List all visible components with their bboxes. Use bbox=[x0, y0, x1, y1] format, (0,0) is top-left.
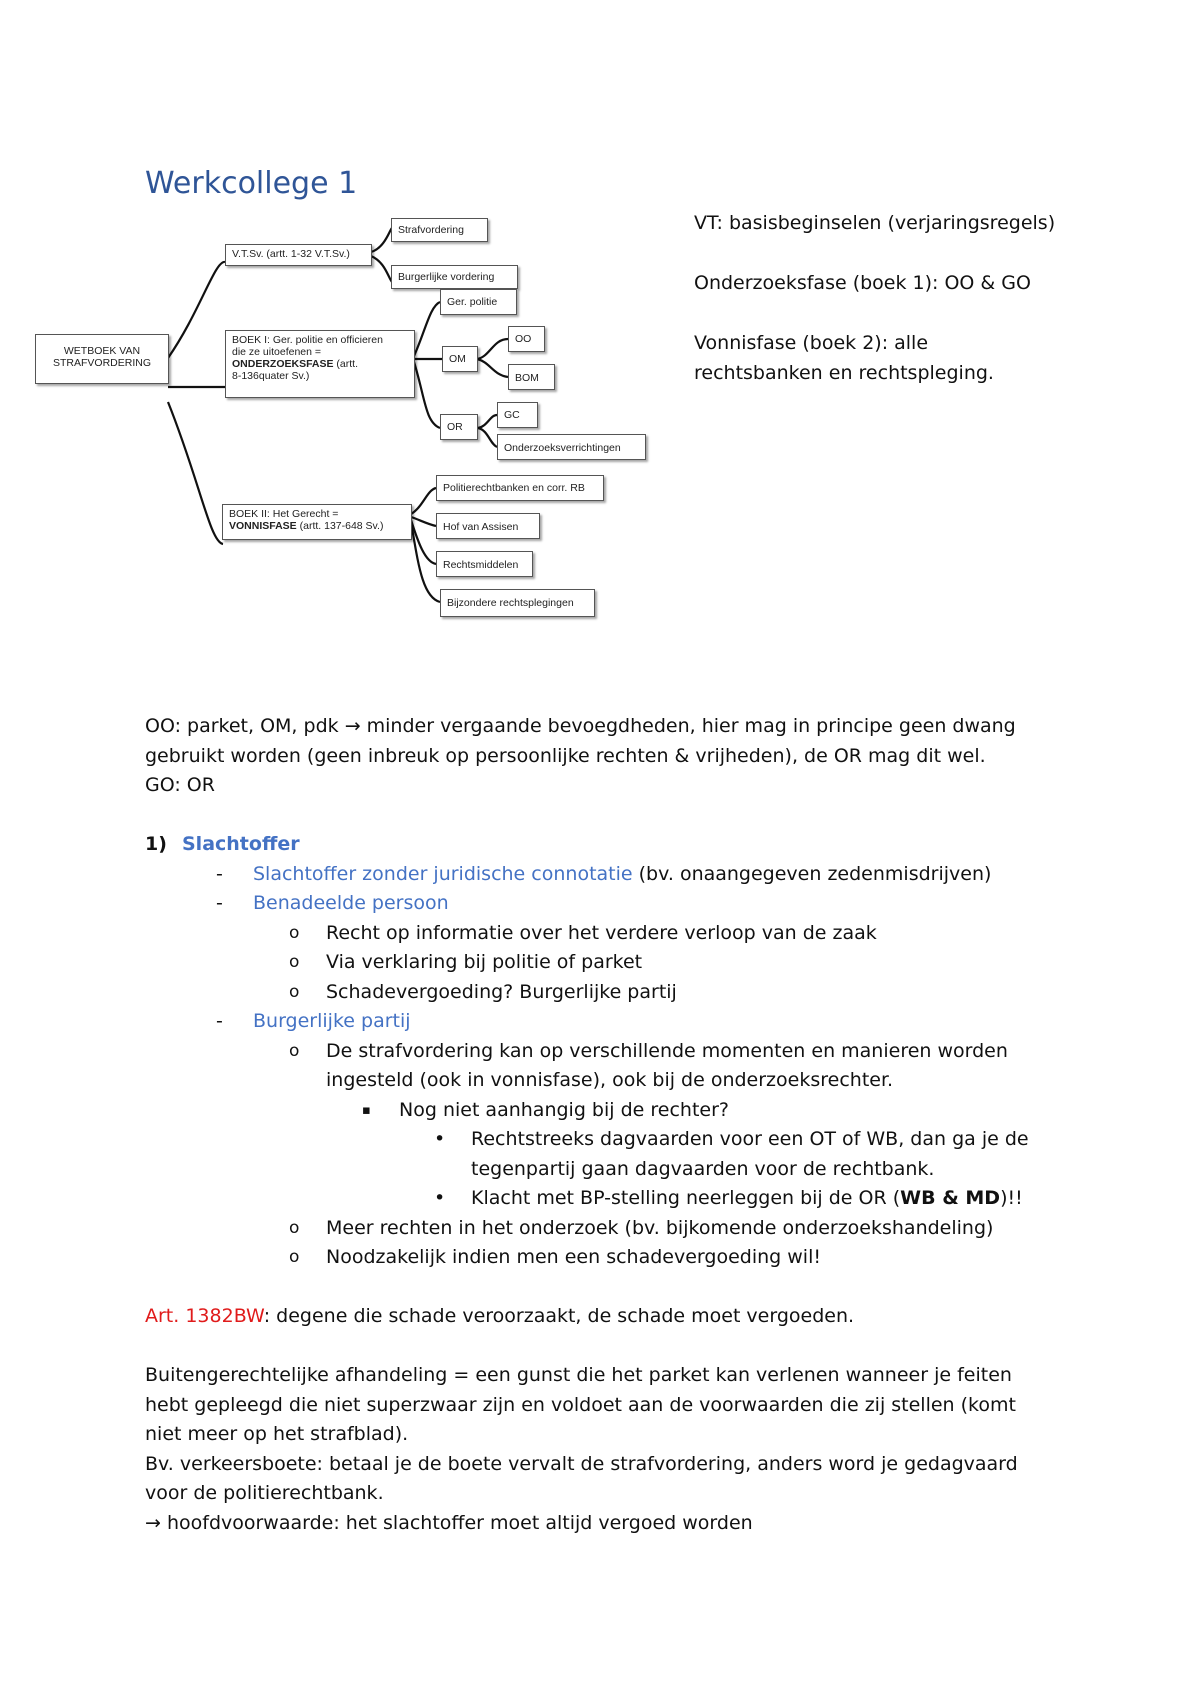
node-boek2: BOEK II: Het Gerecht = VONNISFASE (artt. 137-648 Sv.) bbox=[222, 504, 412, 540]
oo-line-2: gebruikt worden (geen inbreuk op persoonlijke rechten & vrijheden), de OR mag dit wel. bbox=[145, 744, 986, 767]
connector-root-vt bbox=[168, 262, 225, 358]
node-bijzondere-rechtsplegingen: Bijzondere rechtsplegingen bbox=[440, 589, 595, 617]
connector-boek2-politierb bbox=[411, 488, 436, 514]
circle-bullet: o bbox=[289, 1040, 300, 1061]
list-item: o Recht op informatie over het verdere verloop van de zaak bbox=[145, 919, 1085, 949]
note-onderzoeksfase: Onderzoeksfase (boek 1): OO & GO bbox=[694, 272, 1031, 294]
conclusion-line: → hoofdvoorwaarde: het slachtoffer moet altijd vergoed worden bbox=[145, 1511, 753, 1534]
round-bullet: • bbox=[434, 1128, 446, 1150]
round-bullet: • bbox=[434, 1187, 446, 1209]
connector-boek1-or bbox=[414, 362, 440, 428]
list-item: o Via verklaring bij politie of parket bbox=[145, 948, 1085, 978]
node-om: OM bbox=[442, 346, 478, 372]
mindmap-diagram bbox=[30, 222, 670, 672]
go-line: GO: OR bbox=[145, 774, 215, 796]
node-root bbox=[35, 334, 169, 384]
node-burgerlijke-vordering: Burgerlijke vordering bbox=[391, 265, 518, 289]
section-title: Slachtoffer bbox=[182, 833, 300, 855]
connector-vt-strafvordering bbox=[371, 228, 392, 252]
connector-om-bom bbox=[477, 359, 508, 377]
circle-bullet: o bbox=[289, 981, 300, 1002]
oo-line-1: OO: parket, OM, pdk → minder vergaande bevoegdheden, hier mag in principe geen dwang bbox=[145, 715, 1016, 737]
list-item: - Benadeelde persoon bbox=[145, 889, 1085, 919]
dash-bullet: - bbox=[216, 1010, 223, 1032]
arrow-icon: → bbox=[145, 1511, 161, 1534]
square-bullet: ▪ bbox=[362, 1102, 371, 1118]
paragraph-line: voor de politierechtbank. bbox=[145, 1482, 384, 1504]
paragraph-line: hebt gepleegd die niet superzwaar zijn en voldoet aan de voorwaarden die zij stellen (komt bbox=[145, 1393, 1016, 1416]
node-rechtsmiddelen: Rechtsmiddelen bbox=[436, 551, 533, 577]
connector-boek2-hof bbox=[411, 517, 436, 526]
node-onderzoeksverrichtingen: Onderzoeksverrichtingen bbox=[497, 434, 646, 460]
list-item: - Slachtoffer zonder juridische connotatie (bv. onaangegeven zedenmisdrijven) bbox=[145, 860, 1085, 890]
circle-bullet: o bbox=[289, 1217, 300, 1238]
node-hof-van-assisen: Hof van Assisen bbox=[436, 513, 540, 539]
connector-vt-burgerlijk bbox=[371, 256, 392, 282]
node-vt: V.T.Sv. (artt. 1-32 V.T.Sv.) bbox=[225, 244, 372, 266]
list-item: o Noodzakelijk indien men een schadevergoeding wil! bbox=[145, 1243, 1085, 1273]
node-bom: BOM bbox=[508, 364, 555, 390]
list-item: o De strafvordering kan op verschillende momenten en manieren worden ingesteld (ook in vonnisfase), ook bij de onderzoeksrechter. bbox=[145, 1037, 1085, 1096]
node-oo: OO bbox=[508, 326, 545, 352]
connector-om-oo bbox=[477, 339, 508, 359]
connector-root-boek2 bbox=[168, 402, 223, 544]
side-notes bbox=[694, 208, 1114, 418]
node-root-line1: WETBOEK VAN bbox=[63, 345, 141, 357]
paragraph-line: Buitengerechtelijke afhandeling = een gunst die het parket kan verlenen wanneer je feiten bbox=[145, 1364, 1012, 1386]
section-heading: 1) Slachtoffer bbox=[145, 830, 1085, 860]
list-item: • Klacht met BP-stelling neerleggen bij de OR (WB & MD)!! bbox=[145, 1184, 1085, 1214]
circle-bullet: o bbox=[289, 1247, 300, 1267]
node-root-line2: STRAFVORDERING bbox=[52, 357, 151, 369]
node-politierechtbanken: Politierechtbanken en corr. RB bbox=[436, 475, 604, 501]
page-title: Werkcollege 1 bbox=[145, 166, 358, 201]
article-line: Art. 1382BW: degene die schade veroorzaakt, de schade moet vergoeden. bbox=[145, 1305, 855, 1327]
list-item: o Meer rechten in het onderzoek (bv. bijkomende onderzoekshandeling) bbox=[145, 1214, 1085, 1244]
dash-bullet: - bbox=[216, 892, 223, 914]
node-strafvordering: Strafvordering bbox=[391, 218, 488, 242]
list-item: - Burgerlijke partij bbox=[145, 1007, 1085, 1037]
arrow-icon: → bbox=[344, 715, 361, 737]
list-item: • Rechtstreeks dagvaarden voor een OT of WB, dan ga je de tegenpartij gaan dagvaarden voor de rechtbank. bbox=[145, 1125, 1085, 1184]
dash-bullet: - bbox=[216, 862, 223, 885]
note-vonnisfase: Vonnisfase (boek 2): alle rechtsbanken en rechtspleging. bbox=[694, 332, 994, 384]
list-item: ▪ Nog niet aanhangig bij de rechter? bbox=[145, 1096, 1085, 1126]
node-or: OR bbox=[440, 414, 478, 440]
node-ger-politie: Ger. politie bbox=[440, 289, 517, 315]
node-gc: GC bbox=[497, 402, 538, 428]
connector-or-gc bbox=[478, 415, 497, 428]
circle-bullet: o bbox=[289, 952, 300, 972]
note-vt: VT: basisbeginselen (verjaringsregels) bbox=[694, 212, 1056, 234]
list-item: o Schadevergoeding? Burgerlijke partij bbox=[145, 978, 1085, 1008]
body-text bbox=[145, 712, 1085, 1538]
connector-or-onderzoek bbox=[478, 428, 497, 447]
paragraph-line: Bv. verkeersboete: betaal je de boete vervalt de strafvordering, anders word je gedagvaard bbox=[145, 1452, 1018, 1475]
paragraph-line: niet meer op het strafblad). bbox=[145, 1423, 409, 1445]
circle-bullet: o bbox=[289, 922, 300, 943]
node-boek1: BOEK I: Ger. politie en officieren die ze uitoefenen = ONDERZOEKSFASE (artt. 8-136quater Sv.) bbox=[225, 330, 415, 398]
connector-boek1-gerpolitie bbox=[414, 302, 440, 356]
